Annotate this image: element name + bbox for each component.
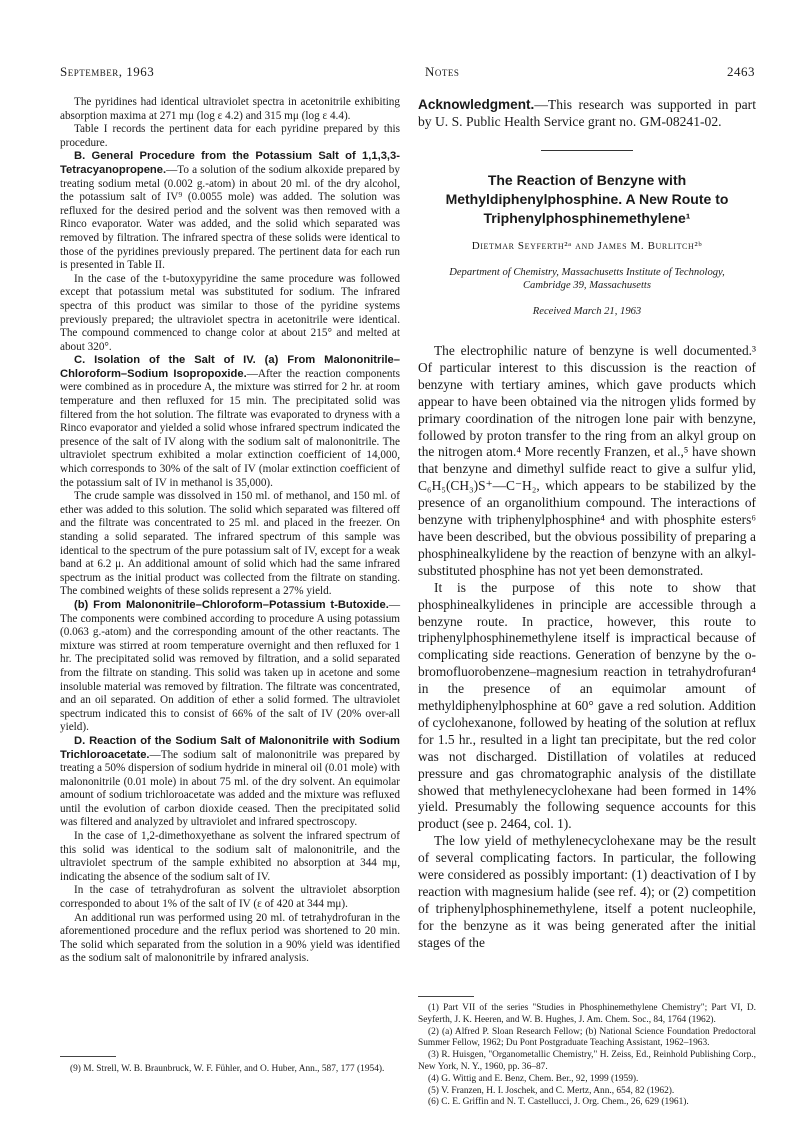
footnote: (6) C. E. Griffin and N. T. Castellucci, J. Org. Chem., 26, 629 (1961). [428,1097,689,1108]
paragraph: In the case of tetrahydrofuran as solvent the ultraviolet absorption corresponded to about 1% of the salt of IV (ε of 420 at 344 mμ). [60,884,400,911]
paragraph: The crude sample was dissolved in 150 ml. of methanol, and 150 ml. of ether was added to this solution. The solid which separated was filtered off and the filtrate was concentrated to 25 ml. and placed in the freezer. On standing a solid separated. The infrared spectrum of this sample was identical to the spectrum of the pure potassium salt of IV, except for a weak band at 6.2 μ. An additional amount of solid which had the same infrared spectrum as the initial product was collected from the filtrate on standing. The combined weights of these solids represent a 27% yield. [60,490,400,598]
footnote: (5) V. Franzen, H. I. Joschek, and C. Mertz, Ann., 654, 82 (1962). [428,1085,675,1096]
affiliation [418,266,756,292]
left-column [60,96,400,966]
section-heading: D. Reaction of the Sodium Salt of Malononitrile with Sodium Trichloroacetate. [60,734,400,761]
title-line: The Reaction of Benzyne with [487,172,687,188]
title-line: Methyldiphenylphosphine. A New Route to [445,191,729,207]
acknowledgment-text: —This research was supported in part by U. S. Public Health Service grant no. GM-08241-02. [418,97,756,129]
footnote: (9) M. Strell, W. B. Braunbruck, W. F. Fühler, and O. Huber, Ann., 587, 177 (1954). [70,1064,385,1074]
paragraph: Table I records the pertinent data for each pyridine prepared by this procedure. [60,123,400,149]
footnote-rule [418,996,474,997]
right-column [418,96,756,952]
paragraph: In the case of 1,2-dimethoxyethane as solvent the infrared spectrum of this solid was identical to the sodium salt of malononitrile, and the ultraviolet spectrum of the sample exhibited no absorption at 344 mμ, indicating the absence of the sodium salt of IV. [60,830,400,883]
article-title [418,171,756,228]
paragraph: An additional run was performed using 20 ml. of tetrahydrofuran in the aforementioned procedure and the reflux period was shortened to 20 min. The solid which separated from the solution in a 90% yield was identified as the sodium salt of malononitrile by infrared analysis. [60,911,400,965]
article-body [418,343,756,952]
article-separator [541,150,633,151]
acknowledgment-heading: Acknowledgment. [418,97,535,112]
acknowledgment [418,96,756,130]
paragraph: The electrophilic nature of benzyne is well documented.³ Of particular interest to this discussion is the reaction of benzyne with tertiary amines, which gave products which appear to have been obtained via the nitrogen ylids formed by primary coordination of the nitrogen lone pair with benzyne, followed by proton transfer to the ring from an alkyl group on the nitrogen atom.⁴ More recently Franzen, et al.,⁵ have shown that benzyne and dimethyl sulfide react to give a sulfur ylid, C₆H₅(CH₃)S⁺—C⁻H₂, which appears to be stabilized by the presence of an organolithium compound. The interactions of benzyne with triphenylphosphine⁴ and with phosphite esters⁶ have been described, but the obvious possibility of preparing a phosphinealkylidene by the reaction of benzyne with an alkyl-substituted phosphine has not yet been demonstrated. [418,343,756,578]
running-header-section: Notes [425,64,460,79]
authors: Dietmar Seyferth²ᵃ and James M. Burlitch²ᵇ [471,240,703,252]
footnote: (3) R. Huisgen, "Organometallic Chemistry," H. Zeiss, Ed., Reinhold Publishing Corp., New York, N. Y., 1960, pp. 36–87. [418,1050,756,1072]
paragraph: The low yield of methylenecyclohexane may be the result of several complicating factors. In particular, the following were considered as possibly important: (1) deactivation of I by reaction with magnesium halide (see ref. 4); or (2) competition of triphenylphosphinemethylene, itself a potent nucleophile, for the benzyne as it was being generated after the initial stages of the [418,833,756,950]
section-heading: (b) From Malononitrile–Chloroform–Potassium t-Butoxide. [74,598,389,611]
section-b [60,150,400,272]
section-heading: C. Isolation of the Salt of IV. (a) From Malononitrile–Chloroform–Sodium Isopropoxide. [60,354,400,380]
section-text: —The sodium salt of malononitrile was prepared by treating a 50% dispersion of sodium hydride in mineral oil (0.01 mole) with malononitrile (0.01 mole) in about 75 ml. of the dry solvent. An equimolar amount of sodium trichloroacetate was added and the mixture was refluxed until the evolution of carbon dioxide ceased. Then the precipitated solid was filtered and analyzed by ultraviolet and infrared spectroscopy. [60,748,400,829]
received-date: Received March 21, 1963 [532,306,642,317]
paragraph: It is the purpose of this note to show that phosphinealkylidenes in principle are accessible through a benzyne route. In practice, however, this route to triphenylphosphinemethylene itself is impractical because of complicating side reactions. Generation of benzyne by the o-bromofluorobenzene–magnesium reaction in tetrahydrofuran⁴ in the presence of an equimolar amount of methyldiphenylphosphine at 60° gave a red solution. Addition of cyclohexanone, followed by heating of the solution at reflux for 1.5 hr., resulted in a light tan precipitate, but the red color was not discharged. Distillation of volatiles at reduced pressure and gas chromatographic analysis of the distillate showed that methylenecyclohexane had been formed in 14% yield. Presumably the following sequence accounts for this product (see p. 2464, col. 1). [418,579,756,832]
page-number: 2463 [727,64,755,79]
section-c-b [60,599,400,735]
section-text: —The components were combined according to procedure A using potassium (0.063 g.-atom) and the corresponding amount of the other reactants. The mixture was stirred at room temperature overnight and then refluxed for 1 hr. The precipitated solid was removed by filtration, and a solid separated from the filtrate on standing. This solid was taken up in acetone and some insoluble material was removed by filtration. The filtrate was concentrated, and an oil separated. On addition of ether a solid formed. The ultraviolet spectrum indicated this to consist of 66% of the salt of IV (20% over-all yield). [60,598,400,734]
section-text: —To a solution of the sodium alkoxide prepared by treating sodium metal (0.002 g.-atom) in about 20 ml. of the dry alcohol, the potassium salt of IV⁹ (0.0055 mole) was added. The solution was refluxed for the desired period and the solvent was then removed with a Rinco evaporator. Water was added, and the solid which separated was removed by filtration. The infrared spectra of these solids were identical to those of the pyridines previously prepared. The pertinent data for each run is presented in Table II. [60,163,400,272]
running-header-date: September, 1963 [60,64,155,79]
footnote: (1) Part VII of the series "Studies in Phosphinemethylene Chemistry"; Part VI, D. Seyferth, J. K. Heeren, and W. B. Hughes, J. Am. Chem. Soc., 84, 1764 (1962). [418,1003,756,1025]
left-footnotes [60,1056,400,1075]
right-footnotes [418,996,756,1109]
paragraph: The pyridines had identical ultraviolet spectra in acetonitrile exhibiting absorption maxima at 271 mμ (log ε 4.2) and 315 mμ (log ε 4.4). [60,96,400,122]
section-d [60,735,400,830]
section-heading: B. General Procedure from the Potassium Salt of 1,1,3,3-Tetracyanopropene. [60,150,400,176]
paragraph: In the case of the t-butoxypyridine the same procedure was followed except that potassium metal was substituted for sodium. The infrared spectra of this product was similar to those of the pyridine systems previously prepared; the ultraviolet spectra in acetonitrile were identical. The compound commenced to change color at about 215° and melted at about 320°. [60,272,400,353]
section-text: —After the reaction components were combined as in procedure A, the mixture was stirred for 2 hr. at room temperature and then refluxed for 15 min. The precipitated solid was filtered from the hot solution. The filtrate was evaporated to dryness with a Rinco evaporator and yielded a solid whose infrared spectrum indicated the presence of the salt of IV along with the sodium salt of malononitrile. The ultraviolet spectrum exhibited a molar extinction coefficient of 14,000, which corresponds to 30% of the salt of IV (molar extinction coefficient of the potassium salt of IV in methanol is 35,000). [60,367,400,489]
footnote: (4) G. Wittig and E. Benz, Chem. Ber., 92, 1999 (1959). [428,1073,639,1084]
footnote: (2) (a) Alfred P. Sloan Research Fellow; (b) National Science Foundation Predoctoral Summer Fellow, 1962; Du Pont Postgraduate Teaching Assistant, 1962–1963. [418,1026,756,1049]
section-c [60,354,400,490]
title-line: Triphenylphosphinemethylene¹ [483,210,691,226]
affiliation-line: Cambridge 39, Massachusetts [522,280,651,291]
footnote-rule [60,1056,116,1057]
affiliation-line: Department of Chemistry, Massachusetts Institute of Technology, [449,267,725,278]
